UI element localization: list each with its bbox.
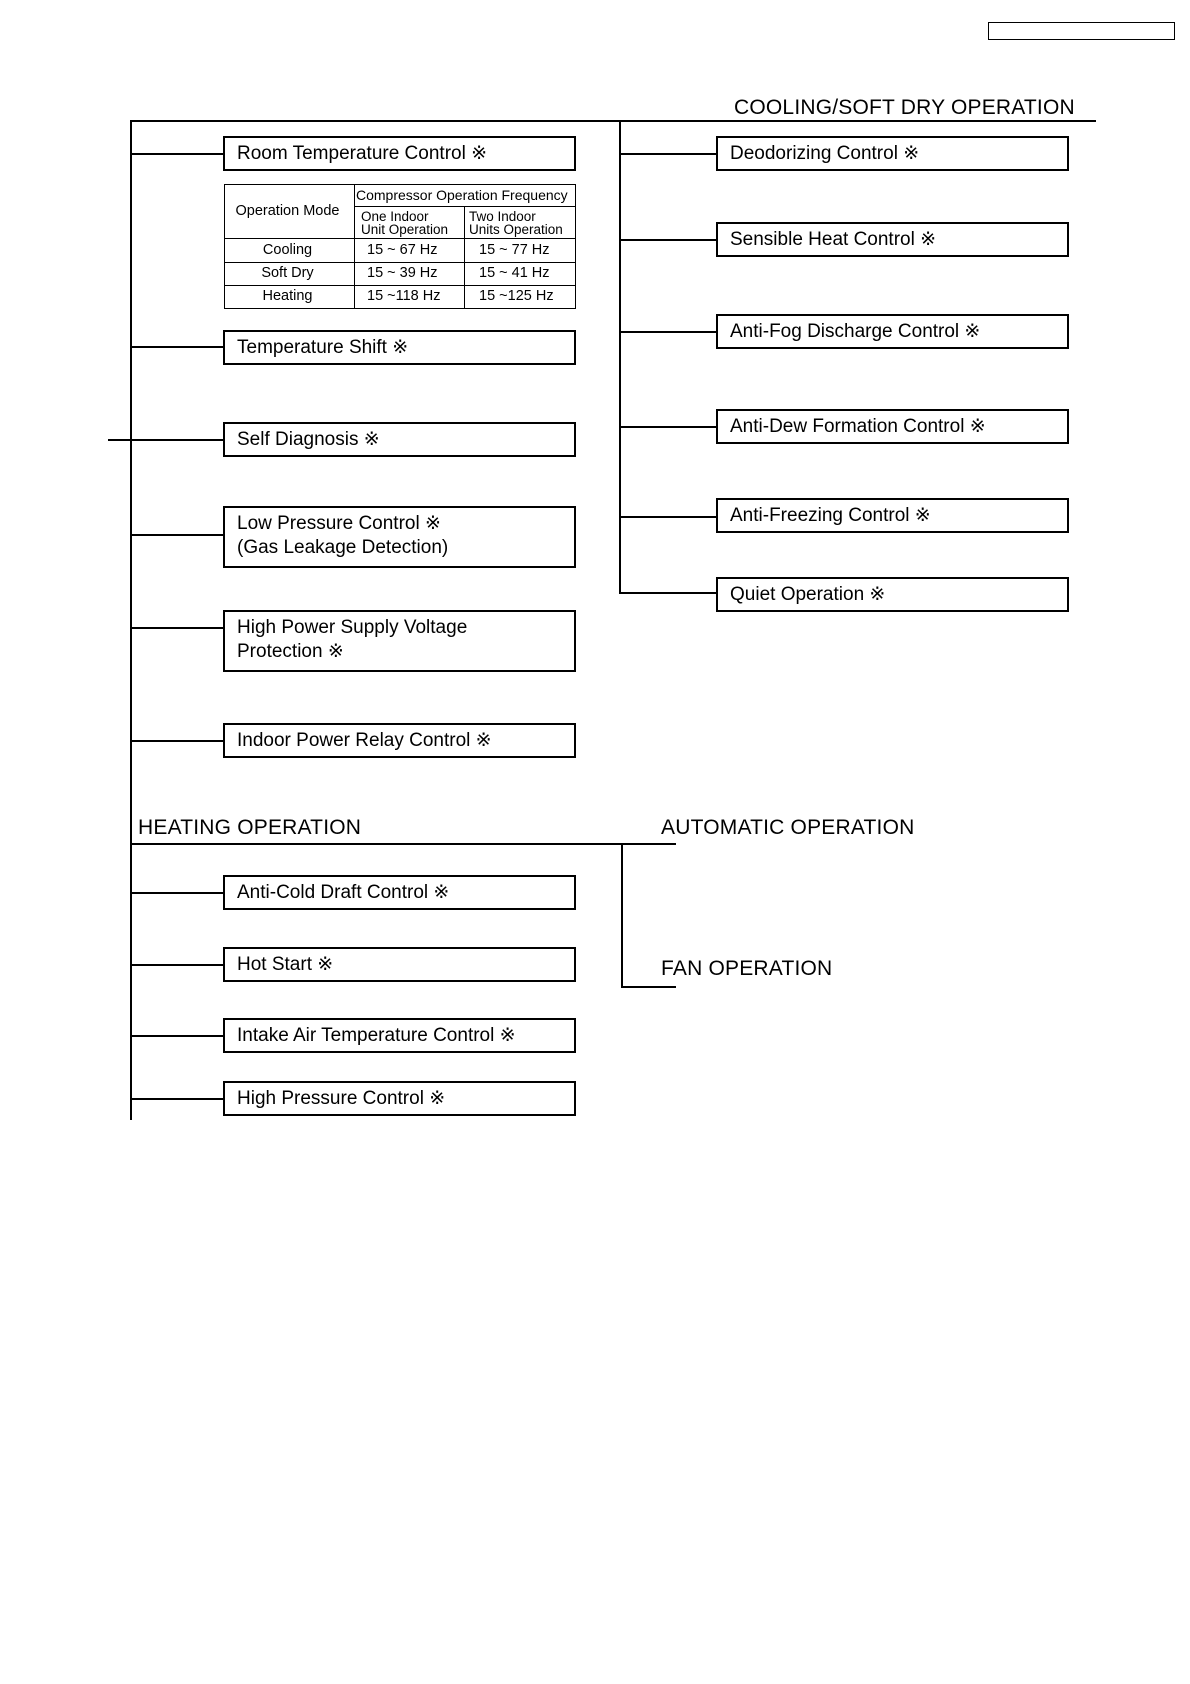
two-units-cell: 15 ~125 Hz: [465, 285, 576, 308]
box-label: Indoor Power Relay Control ※: [237, 729, 492, 751]
two-units-cell: 15 ~ 77 Hz: [465, 239, 576, 262]
box-label: Deodorizing Control ※: [730, 142, 920, 164]
box-label: Anti-Dew Formation Control ※: [730, 415, 986, 437]
table-row: [225, 285, 576, 308]
low-pressure-control-box: [223, 506, 576, 568]
connector: [130, 534, 223, 536]
connector: [130, 439, 223, 441]
main-left-trunk: [130, 120, 132, 1120]
connector: [130, 627, 223, 629]
fan-bottom-line: [621, 986, 676, 988]
document-id-box: [988, 22, 1175, 40]
heating-operation-heading: HEATING OPERATION: [138, 816, 362, 839]
fan-operation-heading: FAN OPERATION: [661, 957, 833, 980]
col2-header-line2: Units Operation: [469, 221, 563, 237]
cooling-top-line: [130, 120, 1096, 122]
connector: [130, 346, 223, 348]
hot-start-box: [223, 947, 576, 982]
connector: [130, 1035, 223, 1037]
deodorizing-control-box: [716, 136, 1069, 171]
box-label: Anti-Fog Discharge Control ※: [730, 320, 981, 342]
box-label: Anti-Cold Draft Control ※: [237, 881, 450, 903]
compressor-frequency-table: [224, 184, 576, 309]
anti-dew-formation-box: [716, 409, 1069, 444]
box-label-line1: High Power Supply Voltage: [237, 617, 468, 638]
high-pressure-control-box: [223, 1081, 576, 1116]
box-label: Temperature Shift ※: [237, 336, 409, 358]
connector: [130, 892, 223, 894]
connector: [130, 153, 223, 155]
connector: [619, 592, 716, 594]
auto-fan-trunk: [621, 843, 623, 988]
col2-header-line1: Two Indoor: [469, 208, 536, 224]
mode-cell: Heating: [225, 285, 355, 308]
anti-fog-discharge-box: [716, 314, 1069, 349]
temperature-shift-box: [223, 330, 576, 365]
box-label: Hot Start ※: [237, 953, 334, 975]
intake-air-temperature-box: [223, 1018, 576, 1053]
sensible-heat-control-box: [716, 222, 1069, 257]
compressor-frequency-header: Compressor Operation Frequency: [355, 185, 576, 207]
high-voltage-protection-box: [223, 610, 576, 672]
box-label: Self Diagnosis ※: [237, 428, 380, 450]
connector: [130, 1098, 223, 1100]
anti-freezing-control-box: [716, 498, 1069, 533]
one-unit-cell: 15 ~118 Hz: [355, 285, 465, 308]
cooling-right-trunk: [619, 120, 621, 593]
entry-stub: [108, 439, 130, 441]
connector: [619, 239, 716, 241]
table-row: [225, 239, 576, 262]
cooling-soft-dry-heading: COOLING/SOFT DRY OPERATION: [734, 96, 1075, 119]
indoor-power-relay-box: [223, 723, 576, 758]
mode-cell: Cooling: [225, 239, 355, 262]
connector: [619, 426, 716, 428]
one-unit-cell: 15 ~ 67 Hz: [355, 239, 465, 262]
operation-mode-header: Operation Mode: [225, 185, 355, 239]
box-label-line2: Protection ※: [237, 641, 344, 662]
box-label-line2: (Gas Leakage Detection): [237, 537, 449, 558]
box-label: Sensible Heat Control ※: [730, 228, 937, 250]
quiet-operation-box: [716, 577, 1069, 612]
automatic-operation-heading: AUTOMATIC OPERATION: [661, 816, 915, 839]
box-label: Anti-Freezing Control ※: [730, 504, 931, 526]
box-label: Quiet Operation ※: [730, 583, 886, 605]
self-diagnosis-box: [223, 422, 576, 457]
col1-header-line2: Unit Operation: [361, 221, 449, 237]
mode-cell: Soft Dry: [225, 262, 355, 285]
room-temperature-control-box: [223, 136, 576, 171]
connector: [619, 153, 716, 155]
connector: [619, 331, 716, 333]
connector: [130, 964, 223, 966]
col1-header-line1: One Indoor: [361, 208, 429, 224]
one-unit-cell: 15 ~ 39 Hz: [355, 262, 465, 285]
box-label: Room Temperature Control ※: [237, 142, 488, 164]
table-row: [225, 262, 576, 285]
anti-cold-draft-box: [223, 875, 576, 910]
two-units-cell: 15 ~ 41 Hz: [465, 262, 576, 285]
connector: [130, 740, 223, 742]
connector: [619, 516, 716, 518]
box-label: High Pressure Control ※: [237, 1087, 446, 1109]
box-label-line1: Low Pressure Control ※: [237, 513, 441, 534]
heating-top-line: [130, 843, 676, 845]
box-label: Intake Air Temperature Control ※: [237, 1024, 516, 1046]
